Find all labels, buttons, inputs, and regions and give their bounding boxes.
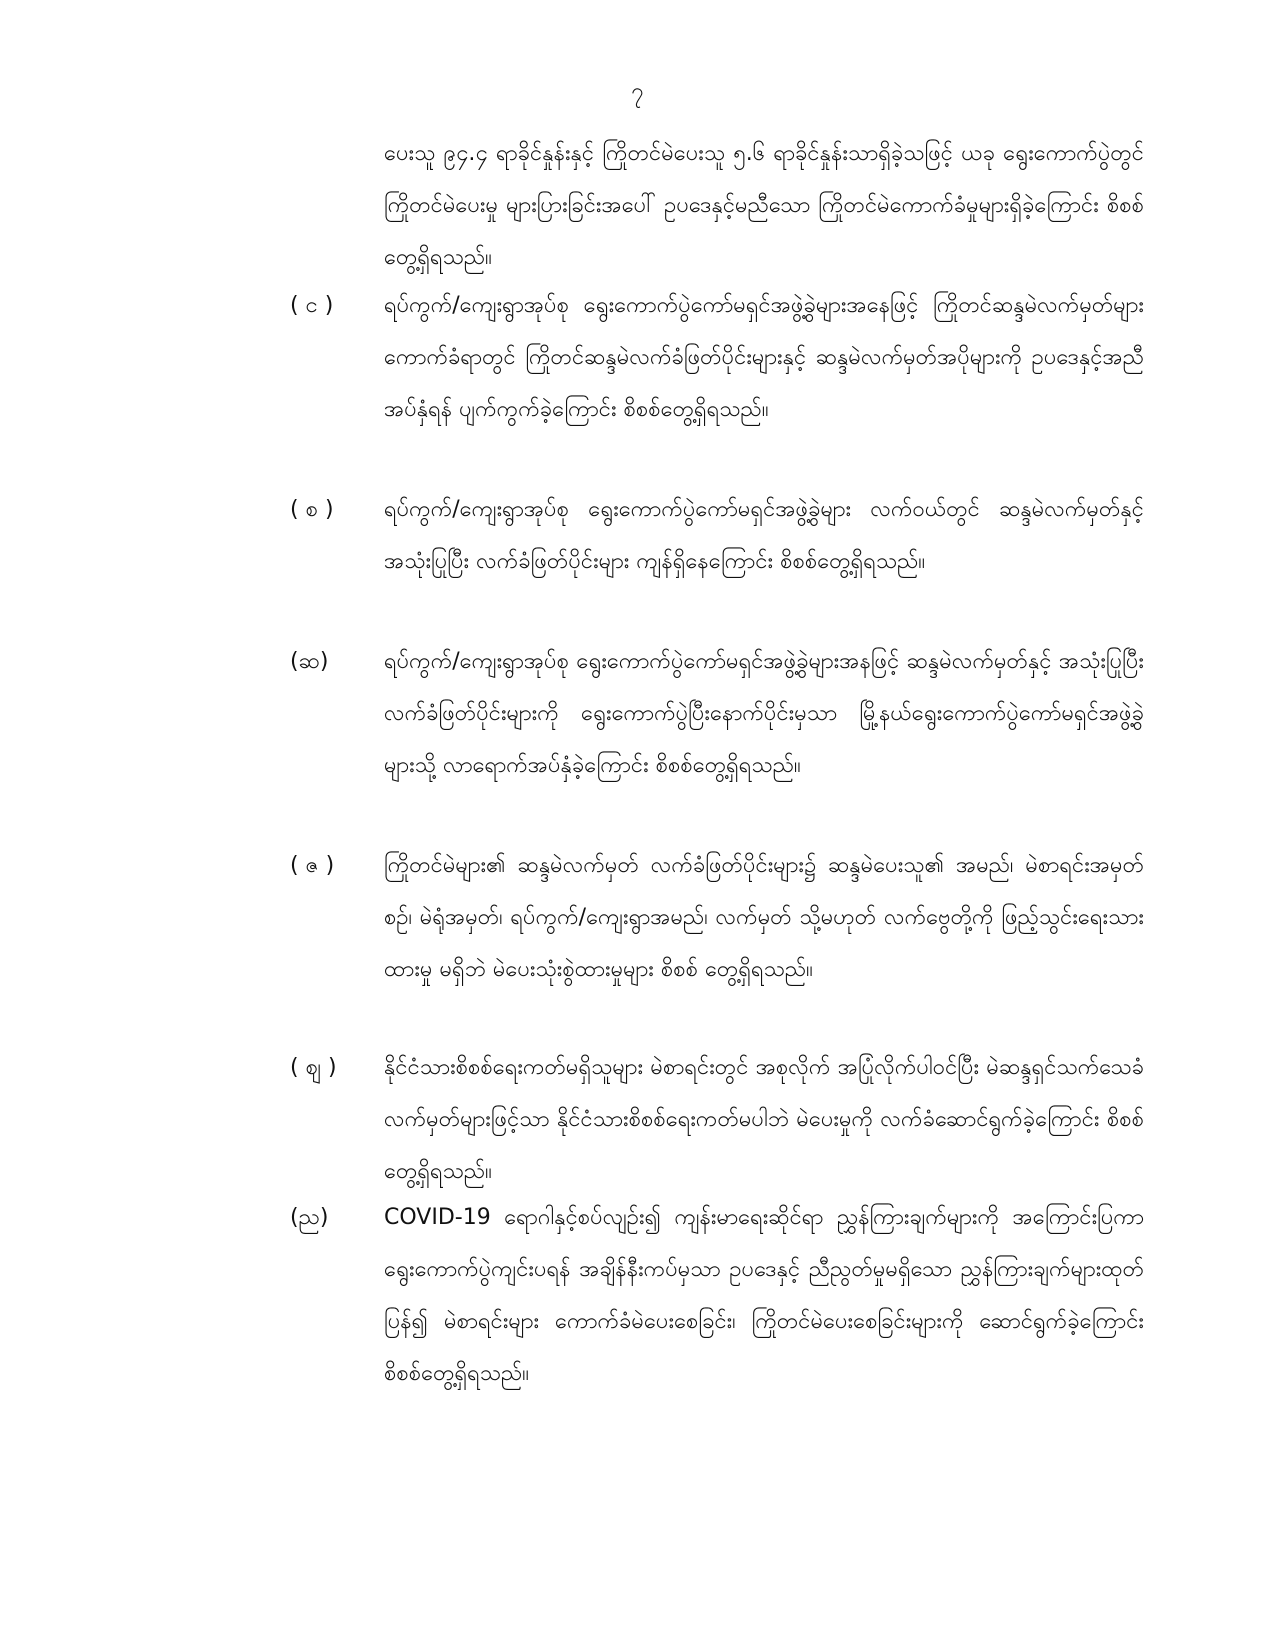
- section-label: ( စ ): [290, 497, 334, 522]
- section-text: ကြိုတင်မဲများ၏ ဆန္ဒမဲလက်မှတ် လက်ခံဖြတ်ပိုင်းများ၌ ဆန္ဒမဲပေးသူ၏ အမည်၊ မဲစာရင်းအမှတ်စဉ်၊ မဲရုံအမှတ်၊ ရပ်ကွက်/ကျေးရွာအမည်၊ လက်မှတ် သို့မဟုတ် လက်ဗွေတို့ကို ဖြည့်သွင်းရေးသားထားမှု မရှိဘဲ မဲပေးသုံးစွဲထားမှုများ စိစစ် တွေ့ရှိရသည်။: [384, 853, 1144, 982]
- section-text: ရပ်ကွက်/ကျေးရွာအုပ်စု ရွေးကောက်ပွဲကော်မရှင်အဖွဲ့ခွဲများ လက်ဝယ်တွင် ဆန္ဒမဲလက်မှတ်နှင့် အသုံးပြုပြီး လက်ခံဖြတ်ပိုင်းများ ကျန်ရှိနေကြောင်း စိစစ်တွေ့ရှိရသည်။: [384, 497, 1144, 574]
- section-hsa: [290, 636, 1144, 792]
- section-nya: [290, 1192, 1144, 1400]
- section-label: ( ဇ ): [290, 853, 335, 878]
- section-sa: [290, 484, 1144, 588]
- section-label: ( င ): [290, 293, 334, 318]
- section-text: နိုင်ငံသားစိစစ်ရေးကတ်မရှိသူများ မဲစာရင်းတွင် အစုလိုက် အပြုံလိုက်ပါဝင်ပြီး မဲဆန္ဒရှင်သက်သေခံလက်မှတ်များဖြင့်သာ နိုင်ငံသားစိစစ်ရေးကတ်မပါဘဲ မဲပေးမှုကို လက်ခံဆောင်ရွက်ခဲ့ကြောင်း စိစစ်တွေ့ရှိရသည်။: [384, 1055, 1144, 1184]
- section-zya: [290, 1042, 1144, 1198]
- intro-paragraph: ပေးသူ ၉၄.၄ ရာခိုင်နှုန်းနှင့် ကြိုတင်မဲပေးသူ ၅.၆ ရာခိုင်နှုန်းသာရှိခဲ့သဖြင့် ယခု ရွေးကောက်ပွဲတွင် ကြိုတင်မဲပေးမှု များပြားခြင်းအပေါ် ဥပဒေနှင့်မညီသော ကြိုတင်မဲကောက်ခံမှုများရှိခဲ့ကြောင်း စိစစ်တွေ့ရှိရသည်။: [384, 141, 1144, 270]
- section-label: (ဆ): [290, 649, 329, 674]
- section-text: COVID-19 ရောဂါနှင့်စပ်လျဉ်း၍ ကျန်းမာရေးဆိုင်ရာ ညွှန်ကြားချက်များကို အကြောင်းပြကာ ရွေးကောက်ပွဲကျင်းပရန် အချိန်နီးကပ်မှသာ ဥပဒေနှင့် ညီညွတ်မှုမရှိသော ညွှန်ကြားချက်များထုတ်ပြန်၍ မဲစာရင်းများ ကောက်ခံမဲပေးစေခြင်း၊ ကြိုတင်မဲပေးစေခြင်းများကို ဆောင်ရွက်ခဲ့ကြောင်း စိစစ်တွေ့ရှိရသည်။: [384, 1205, 1144, 1386]
- page-number: ၇: [631, 79, 644, 104]
- section-text: ရပ်ကွက်/ကျေးရွာအုပ်စု ရွေးကောက်ပွဲကော်မရှင်အဖွဲ့ခွဲများအနေဖြင့် ကြိုတင်ဆန္ဒမဲလက်မှတ်များ ကောက်ခံရာတွင် ကြိုတင်ဆန္ဒမဲလက်ခံဖြတ်ပိုင်းများနှင့် ဆန္ဒမဲလက်မှတ်အပိုများကို ဥပဒေနှင့်အညီအပ်နှံရန် ပျက်ကွက်ခဲ့ကြောင်း စိစစ်တွေ့ရှိရသည်။: [384, 293, 1144, 422]
- section-text: ရပ်ကွက်/ကျေးရွာအုပ်စု ရွေးကောက်ပွဲကော်မရှင်အဖွဲ့ခွဲများအနဖြင့် ဆန္ဒမဲလက်မှတ်နှင့် အသုံးပြုပြီး လက်ခံဖြတ်ပိုင်းများကို ရွေးကောက်ပွဲပြီးနောက်ပိုင်းမှသာ မြို့နယ်ရွေးကောက်ပွဲကော်မရှင်အဖွဲ့ခွဲများသို့ လာရောက်အပ်နှံခဲ့ကြောင်း စိစစ်တွေ့ရှိရသည်။: [384, 649, 1144, 778]
- section-label: ( ဈ ): [290, 1055, 337, 1080]
- section-nga: [290, 280, 1144, 436]
- section-label: (ည): [290, 1205, 329, 1230]
- section-za: [290, 840, 1144, 996]
